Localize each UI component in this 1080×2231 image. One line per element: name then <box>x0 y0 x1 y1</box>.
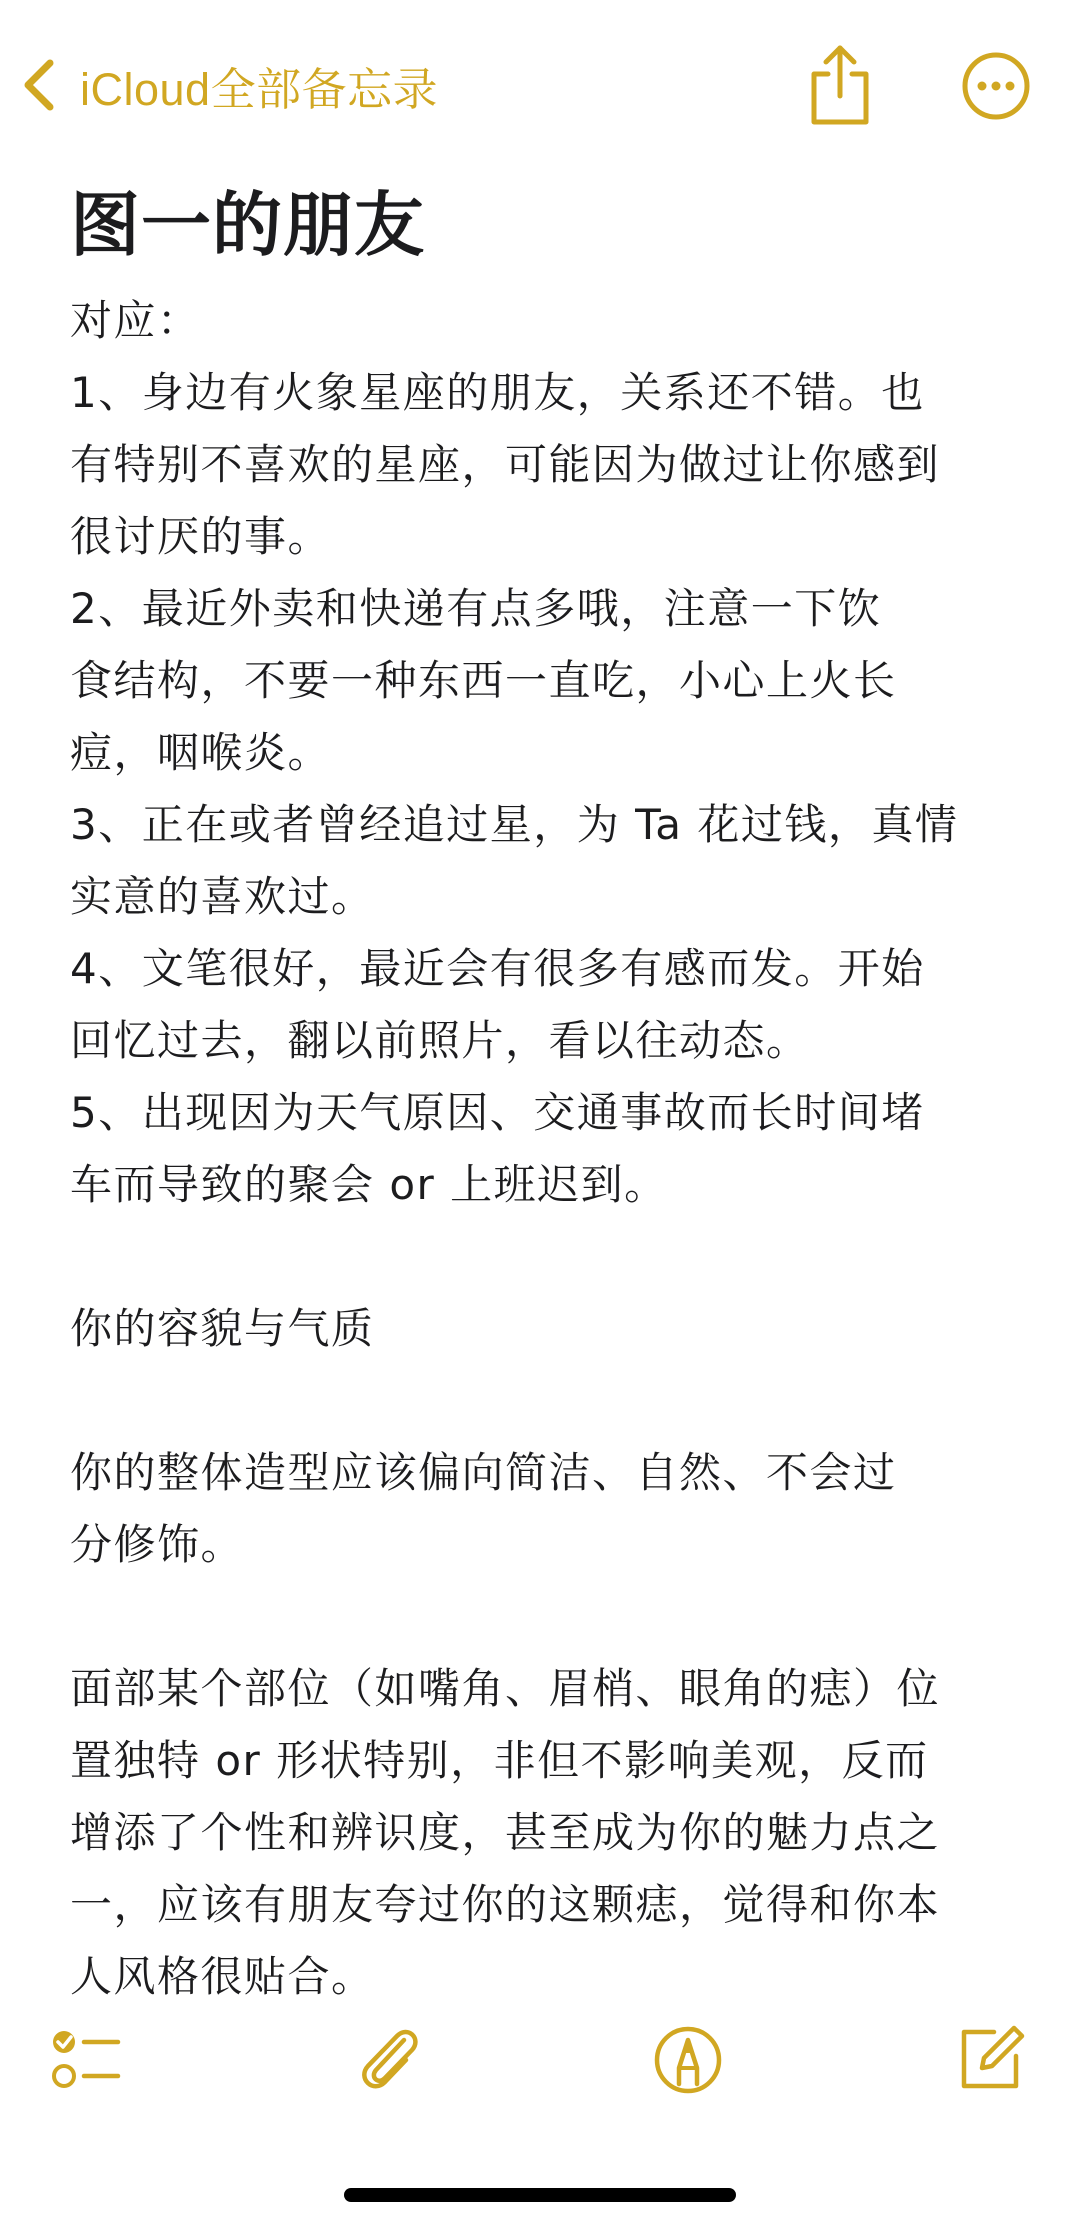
blank-line <box>70 1581 1030 1653</box>
note-line: 有特别不喜欢的星座，可能因为做过让你感到 <box>70 440 941 489</box>
note-line: 增添了个性和辨识度，甚至成为你的魅力点之 <box>70 1808 941 1857</box>
note-line: 置独特 or 形状特别，非但不影响美观，反而 <box>70 1736 929 1785</box>
attachment-icon <box>348 2020 428 2100</box>
note-line: 痘，咽喉炎。 <box>70 728 332 777</box>
note-line: 5、出现因为天气原因、交通事故而长时间堵 <box>70 1088 925 1137</box>
share-icon <box>800 40 880 130</box>
bottom-toolbar <box>0 2020 1080 2130</box>
note-line: 食结构，不要一种东西一直吃，小心上火长 <box>70 656 897 705</box>
back-button[interactable] <box>20 50 438 120</box>
note-line: 2、最近外卖和快递有点多哦，注意一下饮 <box>70 584 882 633</box>
note-line: 一，应该有朋友夸过你的这颗痣，觉得和你本 <box>70 1880 941 1929</box>
note-line: 1、身边有火象星座的朋友，关系还不错。也 <box>70 368 925 417</box>
note-line: 实意的喜欢过。 <box>70 872 375 921</box>
note-line: 4、文笔很好，最近会有很多有感而发。开始 <box>70 944 925 993</box>
checklist-button[interactable] <box>48 2020 128 2100</box>
note-body[interactable] <box>70 285 1030 2013</box>
more-icon <box>960 50 1032 122</box>
note-line: 很讨厌的事。 <box>70 512 332 561</box>
compose-button[interactable] <box>950 2020 1030 2100</box>
note-line: 分修饰。 <box>70 1520 245 1569</box>
blank-line <box>70 1365 1030 1437</box>
home-indicator <box>344 2188 736 2202</box>
chevron-left-icon <box>20 55 60 115</box>
note-line: 对应： <box>70 296 201 345</box>
checklist-icon <box>48 2020 128 2100</box>
navigation-bar <box>0 0 1080 170</box>
more-button[interactable] <box>960 50 1032 122</box>
compose-icon <box>950 2020 1030 2100</box>
blank-line <box>70 1221 1030 1293</box>
note-line: 人风格很贴合。 <box>70 1952 375 2001</box>
note-line: 3、正在或者曾经追过星，为 Ta 花过钱，真情 <box>70 800 959 849</box>
note-line: 你的整体造型应该偏向简洁、自然、不会过 <box>70 1448 897 1497</box>
back-label: iCloud全部备忘录 <box>80 63 439 115</box>
share-button[interactable] <box>800 40 880 130</box>
note-line: 面部某个部位（如嘴角、眉梢、眼角的痣）位 <box>70 1664 941 1713</box>
markup-button[interactable] <box>648 2020 728 2100</box>
note-line: 车而导致的聚会 or 上班迟到。 <box>70 1160 668 1209</box>
markup-icon <box>648 2020 728 2100</box>
note-content[interactable] <box>70 150 1030 2013</box>
note-line: 你的容貌与气质 <box>70 1304 375 1353</box>
note-title: 图一的朋友 <box>70 184 425 266</box>
note-line: 回忆过去，翻以前照片，看以往动态。 <box>70 1016 810 1065</box>
attachment-button[interactable] <box>348 2020 428 2100</box>
